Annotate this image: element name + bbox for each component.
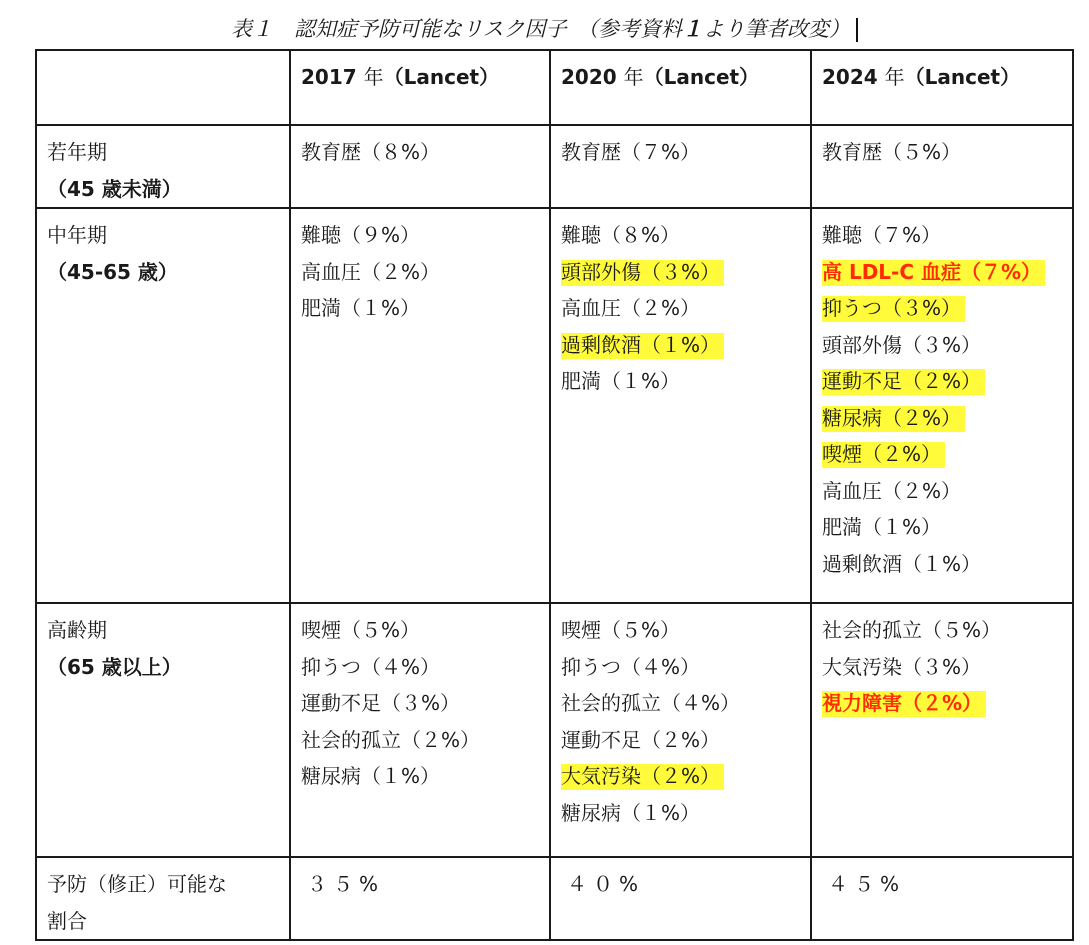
risk-factor: 高血圧（２%） (301, 259, 441, 284)
risk-factor: 社会的孤立（２%） (301, 727, 481, 752)
row-label: 予防（修正）可能な (47, 872, 227, 896)
cell-2024 (811, 857, 1073, 940)
risk-factor: 肥満（１%） (301, 296, 421, 320)
risk-factor: 社会的孤立（５%） (822, 618, 1002, 642)
header-source: （Lancet） (904, 65, 1021, 89)
row-label-cell (36, 125, 290, 208)
risk-factor: 運動不足（２%） (561, 727, 721, 752)
header-2024 (811, 50, 1073, 125)
risk-factor-new-highlighted: 喫煙（２%） (822, 442, 945, 468)
risk-factor-new-highlighted: 大気汚染（２%） (561, 764, 724, 790)
preventable-percentage: ４０% (567, 872, 645, 896)
risk-factor: 教育歴（５%） (822, 140, 962, 164)
header-empty-cell (36, 50, 290, 125)
header-2020 (550, 50, 811, 125)
risk-factor: 糖尿病（１%） (561, 800, 701, 825)
row-sublabel: 割合 (47, 908, 87, 933)
risk-factor: 肥満（１%） (822, 515, 942, 539)
risk-factor: 教育歴（７%） (561, 140, 701, 164)
risk-factor: 頭部外傷（３%） (822, 332, 982, 357)
risk-factor-new-emphasized: 視力障害（２%） (822, 691, 986, 717)
risk-factor: 難聴（９%） (301, 223, 421, 247)
cell-2017 (290, 857, 550, 940)
risk-factor: 糖尿病（１%） (301, 764, 441, 788)
risk-factor: 運動不足（３%） (301, 691, 461, 715)
risk-factor-new-highlighted: 抑うつ（３%） (822, 296, 965, 322)
row-label: 若年期 (47, 140, 107, 164)
text-cursor (856, 18, 858, 42)
risk-factor: 喫煙（５%） (561, 618, 681, 642)
row-elderly (36, 603, 1073, 857)
cell-2017 (290, 208, 550, 603)
risk-factor-new-highlighted: 過剰飲酒（１%） (561, 333, 724, 359)
row-middle (36, 208, 1073, 603)
risk-factor: 高血圧（２%） (822, 478, 962, 503)
cell-2024 (811, 125, 1073, 208)
caption-suffix: より筆者改変） (703, 17, 851, 41)
header-source: （Lancet） (643, 65, 760, 89)
cell-2020 (550, 857, 811, 940)
header-year: 2024 (822, 65, 878, 89)
header-year-suffix: 年 (363, 65, 384, 89)
cell-2020 (550, 603, 811, 857)
risk-factor-new-emphasized: 高 LDL-C 血症（７%） (822, 260, 1045, 286)
risk-factor: 教育歴（８%） (301, 140, 441, 164)
risk-factor: 大気汚染（３%） (822, 654, 982, 679)
preventable-percentage: ４５% (828, 872, 906, 896)
row-sublabel: （45 歳未満） (47, 176, 182, 201)
cell-2020 (550, 208, 811, 603)
header-row (36, 50, 1073, 125)
risk-factor-new-highlighted: 運動不足（２%） (822, 369, 985, 395)
row-label: 高齢期 (47, 618, 107, 642)
header-year-suffix: 年 (884, 65, 905, 89)
cell-2020 (550, 125, 811, 208)
caption-prefix: 表１ 認知症予防可能なリスク因子 （参考資料 (230, 17, 683, 41)
risk-factor: 難聴（８%） (561, 223, 681, 247)
risk-factor: 抑うつ（４%） (301, 654, 441, 679)
caption-reference-number: １ (682, 17, 704, 41)
risk-factor: 過剰飲酒（１%） (822, 551, 982, 576)
risk-factor: 抑うつ（４%） (561, 654, 701, 679)
risk-factor: 社会的孤立（４%） (561, 691, 741, 715)
header-2017 (290, 50, 550, 125)
row-preventable-share (36, 857, 1073, 940)
risk-factor: 高血圧（２%） (561, 296, 701, 320)
risk-factor-new-highlighted: 頭部外傷（３%） (561, 260, 724, 286)
table-caption (0, 14, 1089, 44)
header-year: 2017 (301, 65, 357, 89)
row-label: 中年期 (47, 223, 107, 247)
risk-factor: 喫煙（５%） (301, 618, 421, 642)
row-label-cell (36, 208, 290, 603)
row-sublabel: （65 歳以上） (47, 654, 182, 679)
cell-2017 (290, 125, 550, 208)
risk-factor: 肥満（１%） (561, 369, 681, 393)
row-sublabel: （45-65 歳） (47, 259, 178, 284)
row-young (36, 125, 1073, 208)
cell-2024 (811, 208, 1073, 603)
header-year: 2020 (561, 65, 617, 89)
cell-2024 (811, 603, 1073, 857)
row-label-cell (36, 857, 290, 940)
preventable-percentage: ３５% (307, 872, 385, 896)
risk-factor: 難聴（７%） (822, 223, 942, 247)
row-label-cell (36, 603, 290, 857)
risk-factor-new-highlighted: 糖尿病（２%） (822, 406, 965, 432)
header-year-suffix: 年 (623, 65, 644, 89)
cell-2017 (290, 603, 550, 857)
risk-factor-table (35, 49, 1074, 941)
header-source: （Lancet） (383, 65, 500, 89)
